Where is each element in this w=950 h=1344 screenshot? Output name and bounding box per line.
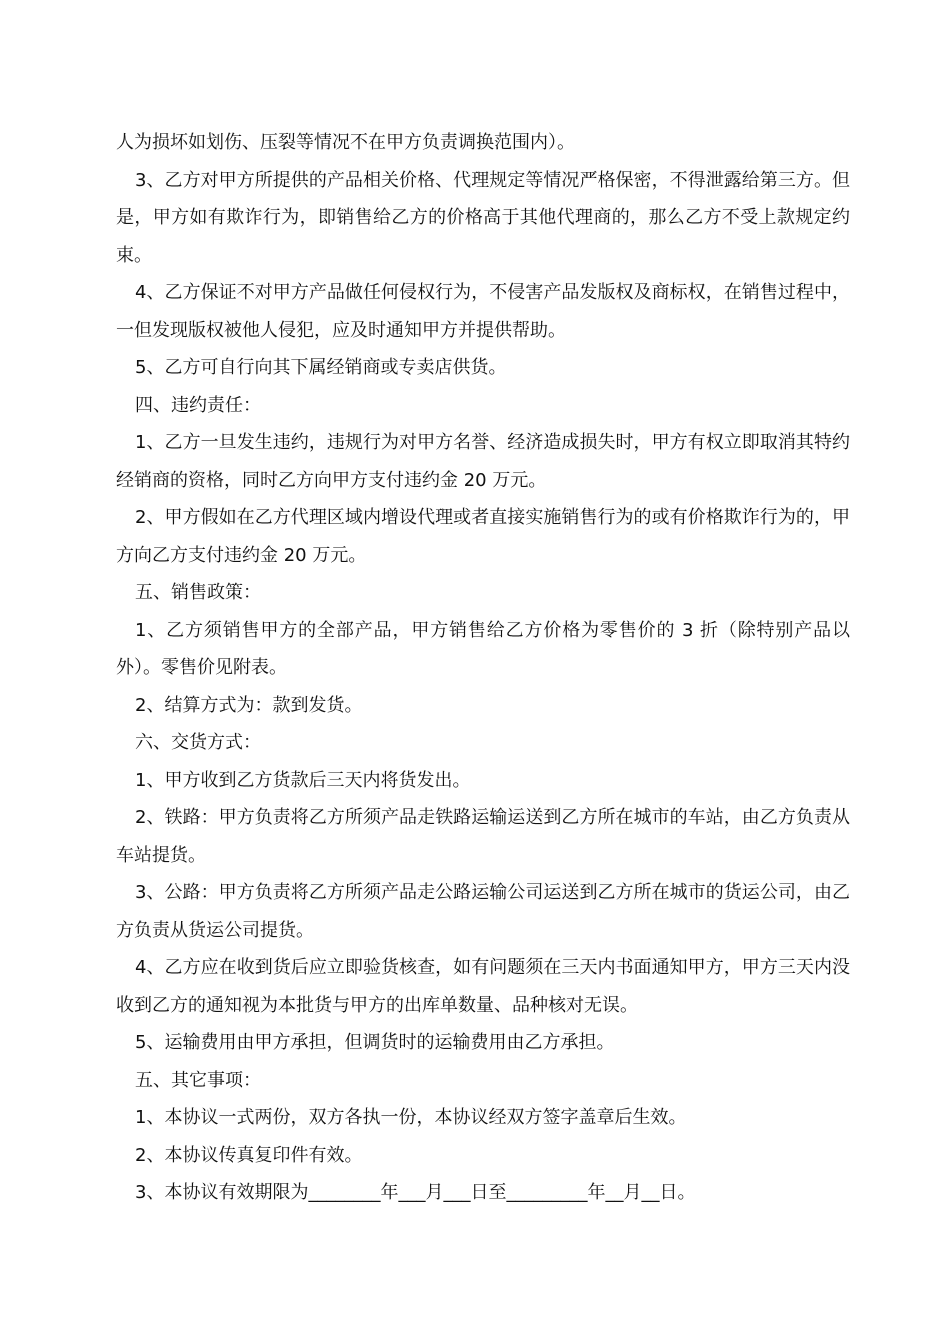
section-heading-sales-policy: 五、销售政策： — [135, 582, 261, 603]
paragraph-other-clause-3-validity: 3、本协议有效期限为________年___月___日至_________年__月__日。 — [135, 1182, 696, 1203]
paragraph-delivery-clause-4-inspection: 4、乙方应在收到货后应立即验货核查，如有问题须在三天内书面通知甲方，甲方三天内没收到乙方的通知视为本批货与甲方的出库单数量、品种核对无误。 — [116, 957, 850, 1016]
paragraph-sales-clause-2: 2、结算方式为：款到发货。 — [135, 694, 363, 716]
section-heading-delivery: 六、交货方式： — [135, 732, 261, 753]
paragraph-clause-3-confidentiality: 3、乙方对甲方所提供的产品相关价格、代理规定等情况严格保密，不得泄露给第三方。但是，甲方如有欺诈行为，即销售给乙方的价格高于其他代理商的，那么乙方不受上款规定约束。 — [116, 169, 850, 266]
paragraph-breach-clause-2: 2、甲方假如在乙方代理区域内增设代理或者直接实施销售行为的或有价格欺诈行为的，甲方向乙方支付违约金 20 万元。 — [116, 507, 850, 566]
paragraph-other-clause-2: 2、本协议传真复印件有效。 — [135, 1144, 363, 1166]
paragraph-delivery-clause-5-freight: 5、运输费用由甲方承担，但调货时的运输费用由乙方承担。 — [135, 1032, 615, 1053]
paragraph-other-clause-1: 1、本协议一式两份，双方各执一份，本协议经双方签字盖章后生效。 — [135, 1107, 687, 1128]
paragraph-delivery-clause-2-railway: 2、铁路：甲方负责将乙方所须产品走铁路运输运送到乙方所在城市的车站，由乙方负责从车站提货。 — [116, 807, 850, 866]
paragraph-delivery-clause-3-highway: 3、公路：甲方负责将乙方所须产品走公路运输公司运送到乙方所在城市的货运公司，由乙方负责从货运公司提货。 — [116, 882, 850, 941]
document-body — [116, 124, 850, 1212]
paragraph-continuation: 人为损坏如划伤、压裂等情况不在甲方负责调换范围内）。 — [116, 132, 575, 153]
paragraph-breach-clause-1: 1、乙方一旦发生违约，违规行为对甲方名誉、经济造成损失时，甲方有权立即取消其特约经销商的资格，同时乙方向甲方支付违约金 20 万元。 — [116, 432, 850, 491]
paragraph-sales-clause-1: 1、乙方须销售甲方的全部产品，甲方销售给乙方价格为零售价的 3 折（除特别产品以外）。零售价见附表。 — [116, 619, 850, 678]
paragraph-delivery-clause-1: 1、甲方收到乙方货款后三天内将货发出。 — [135, 769, 471, 791]
paragraph-clause-5-supply: 5、乙方可自行向其下属经销商或专卖店供货。 — [135, 357, 507, 378]
section-heading-breach-liability: 四、违约责任： — [135, 394, 261, 416]
paragraph-clause-4-infringement: 4、乙方保证不对甲方产品做任何侵权行为，不侵害产品发版权及商标权，在销售过程中，一但发现版权被他人侵犯，应及时通知甲方并提供帮助。 — [116, 282, 850, 341]
section-heading-other-matters: 五、其它事项： — [135, 1069, 261, 1091]
